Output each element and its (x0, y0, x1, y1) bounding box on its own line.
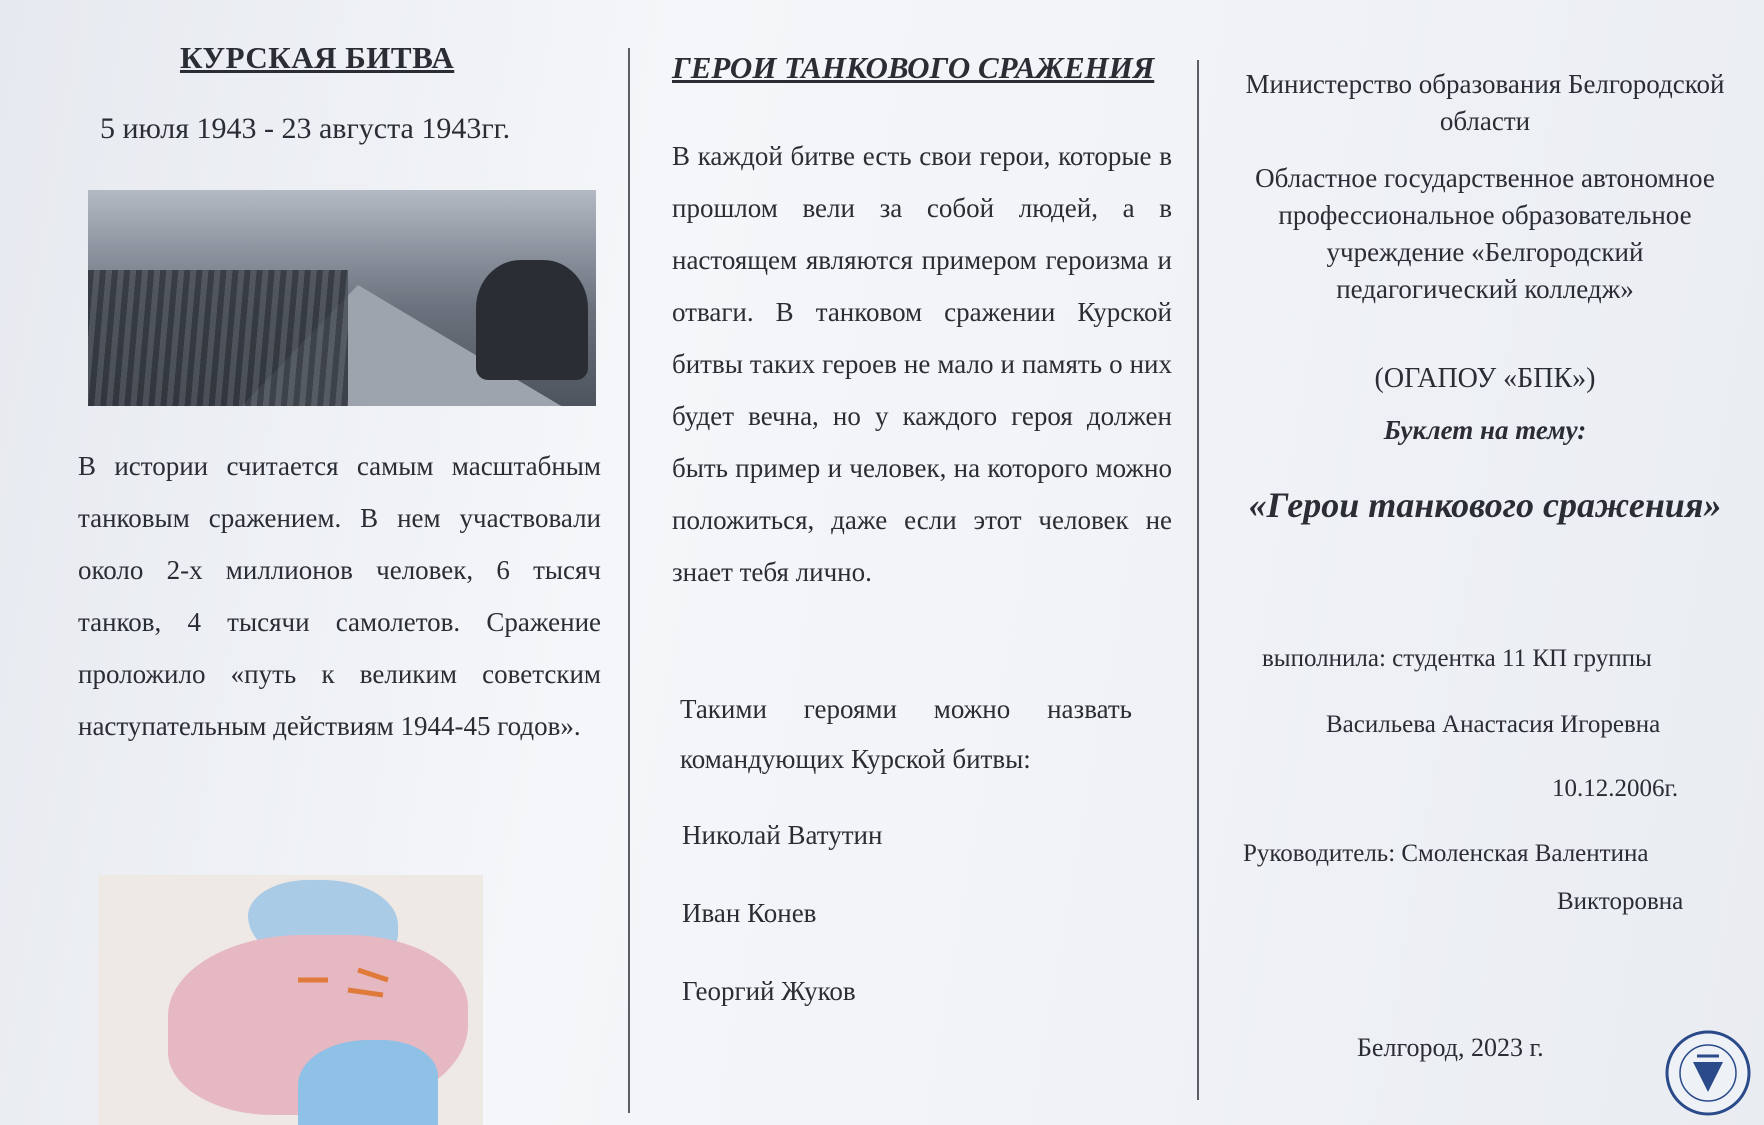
supervisor-line-continued: Викторовна (1557, 888, 1684, 915)
commander-name: Иван Конев (682, 898, 817, 928)
map-arrows (288, 950, 408, 1010)
battle-dates: 5 июля 1943 - 23 августа 1943гг. (100, 112, 511, 145)
city-year: Белгород, 2023 г. (1357, 1033, 1544, 1062)
organization-name: Областное государственное автономное профессиональное образовательное учреждение «Белгородский педагогический колледж» (1255, 163, 1715, 304)
battle-map (98, 875, 483, 1125)
author-date: 10.12.2006г. (1552, 775, 1679, 802)
commander-name: Николай Ватутин (682, 820, 883, 850)
author-name: Васильева Анастасия Игоревна (1326, 711, 1661, 738)
heroes-description (672, 130, 1172, 598)
commander-name: Георгий Жуков (682, 976, 856, 1006)
battle-description-text: В истории считается самым масштабным танковым сражением. В нем участвовали около 2-х миллионов человек, 6 тысяч танков, 4 тысячи самолетов. Сражение проложило «путь к великим советским наступательным действиям 1944-45 годов». (78, 451, 601, 741)
battle-description (78, 440, 601, 752)
organization-abbreviation: (ОГАПОУ «БПК») (1374, 363, 1596, 394)
photo-tank (476, 260, 588, 380)
battle-title: КУРСКАЯ БИТВА (180, 40, 455, 75)
map-region-south (298, 1040, 438, 1125)
photo-troops (88, 270, 348, 406)
panel-divider (1197, 60, 1199, 1100)
battle-photo (88, 190, 596, 406)
panel-divider (628, 48, 630, 1113)
author-line: выполнила: студентка 11 КП группы (1262, 645, 1652, 672)
booklet-theme-label: Буклет на тему: (1383, 415, 1587, 445)
supervisor-line: Руководитель: Смоленская Валентина (1243, 840, 1649, 867)
heroes-title: ГЕРОИ ТАНКОВОГО СРАЖЕНИЯ (672, 50, 1155, 85)
college-emblem-icon (1665, 1030, 1751, 1116)
heroes-description-text: В каждой битве есть свои герои, которые в прошлом вели за собой людей, а в настоящем являются примером героизма и отваги. В танковом сражении Курской битвы таких героев не мало и память о них будет вечна, но у каждого героя должен быть пример и человек, на которого можно положиться, даже если этот человек не знает тебя лично. (672, 141, 1172, 587)
commanders-intro: Такими героями можно назвать командующих Курской битвы: (680, 694, 1132, 774)
booklet-topic: «Герои танкового сражения» (1248, 485, 1722, 525)
ministry-name: Министерство образования Белгородской области (1245, 69, 1725, 136)
